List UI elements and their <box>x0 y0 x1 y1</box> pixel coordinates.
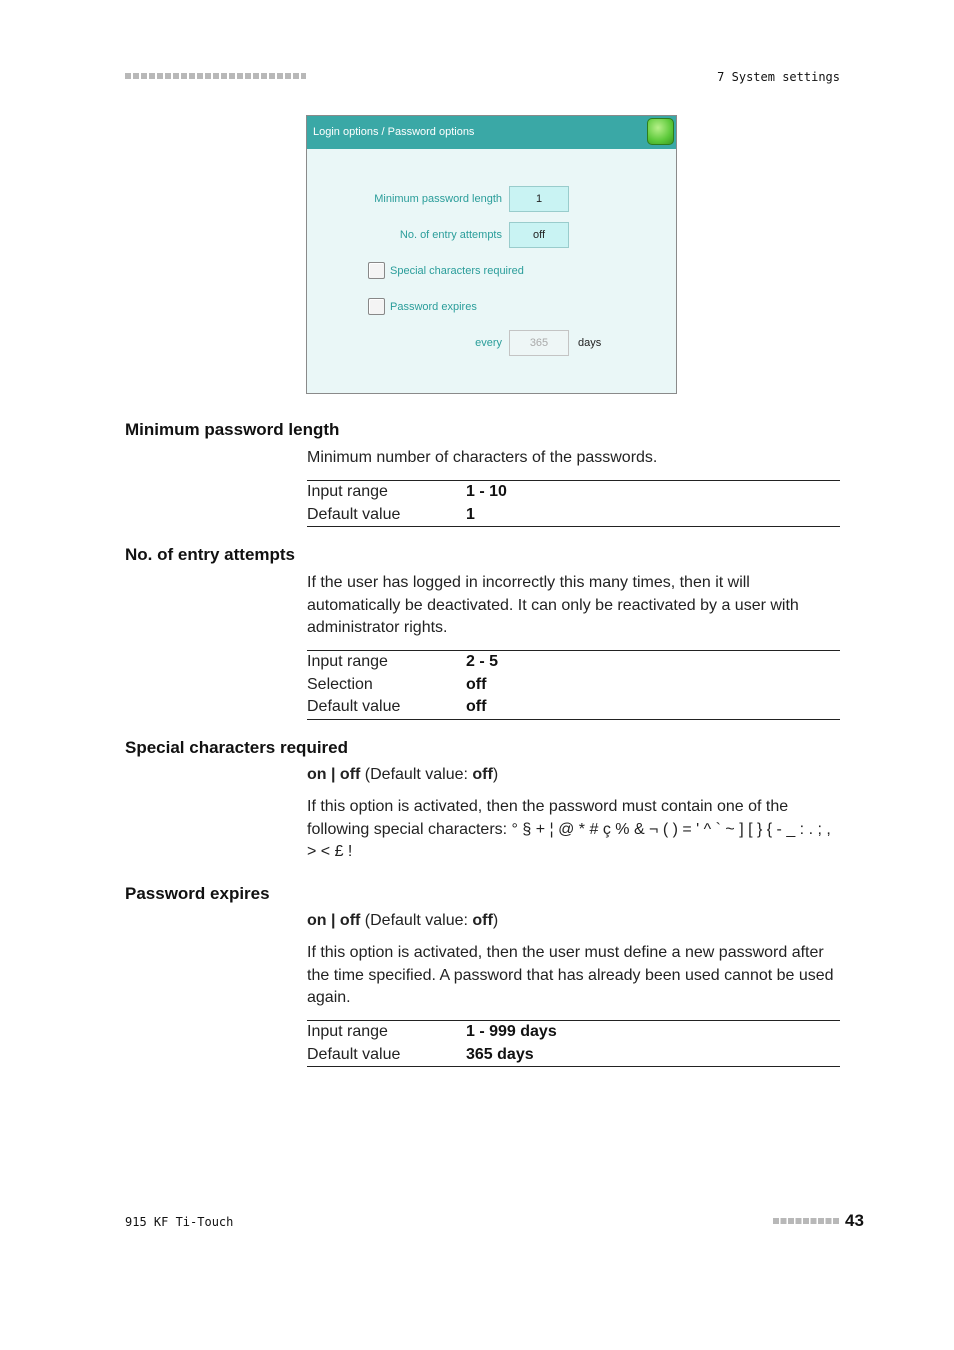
param-value: off <box>466 698 487 715</box>
header-decoration <box>125 73 306 79</box>
every-label: every <box>475 337 502 349</box>
param-key: Selection <box>307 675 373 693</box>
special-chars-checkbox[interactable] <box>368 262 385 279</box>
param-value: off <box>466 675 487 693</box>
default-value: off <box>472 766 493 783</box>
home-button[interactable] <box>647 118 674 145</box>
footer-decoration <box>773 1218 839 1224</box>
special-chars-options <box>307 764 840 787</box>
table-row <box>307 674 840 697</box>
param-value: 1 - 10 <box>466 483 507 500</box>
param-value: 1 <box>466 505 475 523</box>
table-row <box>307 696 840 719</box>
default-prefix: (Default value: <box>364 912 473 929</box>
default-suffix: ) <box>492 766 499 783</box>
param-value: 2 - 5 <box>466 653 499 670</box>
param-value: 365 days <box>466 1045 534 1063</box>
min-length-input[interactable]: 1 <box>509 186 569 212</box>
screen-title: Login options / Password options <box>313 126 475 138</box>
attempts-param-table <box>307 650 840 720</box>
param-key: Input range <box>307 483 388 500</box>
min-length-description: Minimum number of characters of the passwords. <box>307 449 658 466</box>
min-length-param-table <box>307 480 840 527</box>
min-length-label: Minimum password length <box>374 193 502 205</box>
expires-description: If this option is activated, then the user must define a new password after the time specified. A password that has already been used cannot be used again. <box>307 944 834 1006</box>
special-chars-description: If this option is activated, then the password must contain one of the following special characters: ° § + ¦ @ * # ç % & ¬ ( ) = ' ^ ` ~ ] [ } { - _ : . ; , > < £ ! <box>307 798 831 860</box>
section-heading-special-chars: Special characters required <box>125 738 349 757</box>
param-key: Input range <box>307 1023 388 1040</box>
param-key: Default value <box>307 698 401 715</box>
param-key: Default value <box>307 1045 401 1063</box>
password-expires-checkbox[interactable] <box>368 298 385 315</box>
attempts-description: If the user has logged in incorrectly this many times, then it will automatically be deactivated. It can only be reactivated by a user with administrator rights. <box>307 574 799 636</box>
table-row <box>307 1021 840 1044</box>
screen-title-bar <box>307 116 676 149</box>
table-row <box>307 481 840 504</box>
param-key: Default value <box>307 505 401 523</box>
table-row <box>307 1044 840 1067</box>
password-expires-label: Password expires <box>390 301 477 313</box>
chapter-title: 7 System settings <box>717 70 840 84</box>
option-values: on | off <box>307 912 361 929</box>
expiry-days-input[interactable]: 365 <box>509 330 569 356</box>
table-row <box>307 651 840 674</box>
section-heading-expires: Password expires <box>125 884 270 903</box>
device-screen <box>306 115 677 394</box>
product-name: 915 KF Ti-Touch <box>125 1215 234 1229</box>
attempts-label: No. of entry attempts <box>399 229 502 241</box>
param-value: 1 - 999 days <box>466 1023 557 1040</box>
attempts-input[interactable]: off <box>509 222 569 248</box>
default-suffix: ) <box>492 912 499 929</box>
special-chars-label: Special characters required <box>390 265 524 277</box>
table-row <box>307 504 840 527</box>
section-heading-attempts: No. of entry attempts <box>125 545 296 564</box>
expires-options <box>307 910 840 933</box>
section-heading-min-length: Minimum password length <box>125 420 340 439</box>
param-key: Input range <box>307 653 388 670</box>
days-unit: days <box>578 337 602 349</box>
page-number: 43 <box>845 1211 864 1230</box>
expires-param-table <box>307 1020 840 1067</box>
default-value: off <box>472 912 493 929</box>
option-values: on | off <box>307 766 361 783</box>
default-prefix: (Default value: <box>364 766 473 783</box>
